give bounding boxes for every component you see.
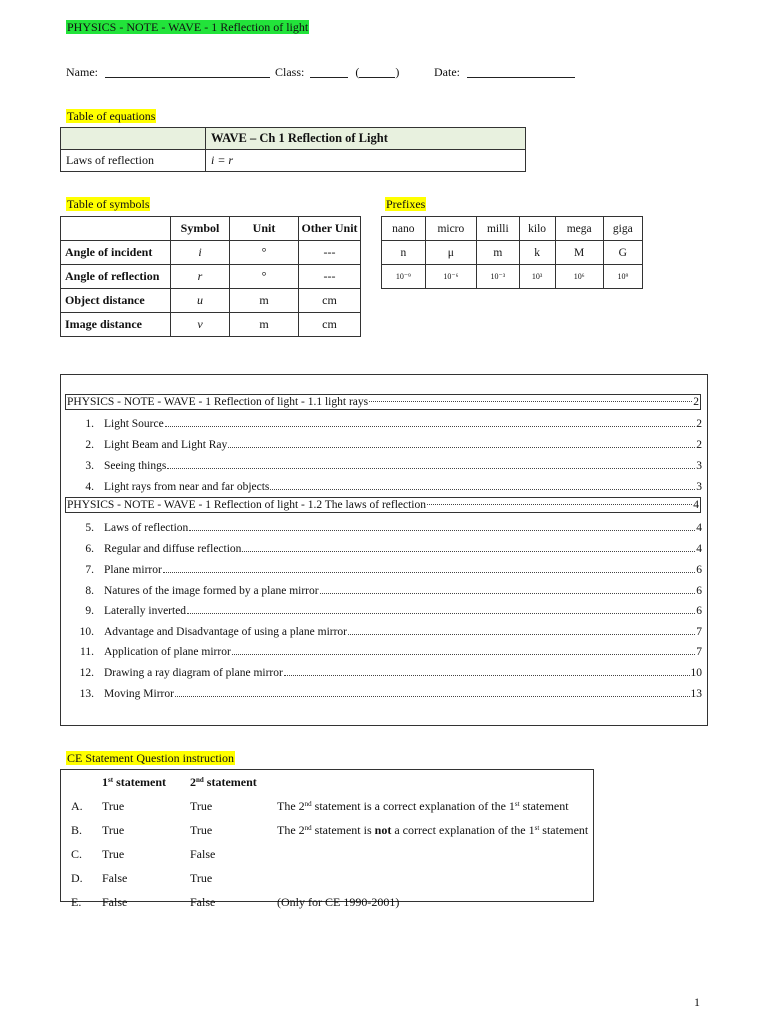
toc-page-number: 4	[696, 522, 702, 534]
class-number-open-paren: (	[355, 65, 360, 79]
prefix-name: mega	[555, 217, 603, 241]
symbol-other-unit: cm	[299, 289, 361, 313]
ce-row	[61, 890, 589, 914]
toc-entry-number: 7.	[85, 564, 94, 576]
toc-entry-number: 13.	[79, 688, 94, 700]
ce-note	[276, 866, 589, 890]
symbol-unit: m	[230, 289, 299, 313]
prefix-power: 10⁻⁹	[382, 265, 426, 289]
toc-leader-dots	[270, 489, 695, 490]
symbol-unit: °	[230, 265, 299, 289]
date-blank[interactable]	[467, 77, 575, 78]
ce-header-blank	[276, 770, 589, 794]
ce-instructions-box	[60, 769, 594, 909]
prefix-symbol: G	[603, 241, 642, 265]
toc-page-number: 6	[696, 564, 702, 576]
toc-leader-dots	[228, 447, 695, 448]
toc-entry[interactable]	[66, 680, 702, 700]
toc-leader-dots	[427, 504, 692, 505]
ce-first-statement: False	[102, 870, 128, 885]
prefix-power: 10³	[519, 265, 555, 289]
ce-row	[61, 842, 589, 866]
toc-entry-number: 1.	[85, 418, 94, 430]
toc-leader-dots	[175, 696, 690, 697]
symbols-caption: Table of symbols	[67, 197, 150, 211]
toc-page-number: 6	[696, 605, 702, 617]
prefix-name: milli	[477, 217, 520, 241]
ce-note	[276, 842, 589, 866]
date-label: Date:	[434, 65, 460, 79]
symbols-col-symbol: Symbol	[171, 217, 230, 241]
ce-first-statement: True	[102, 846, 125, 861]
equations-table	[60, 127, 526, 172]
ce-note: The 2nd statement is not a correct explanation of the 1st statement	[277, 822, 589, 837]
ce-row	[61, 794, 589, 818]
symbol-label: Angle of reflection	[61, 265, 171, 289]
ce-second-statement: False	[190, 846, 216, 861]
toc-entry-text: Moving Mirror	[104, 688, 174, 700]
toc-page-number: 3	[696, 481, 702, 493]
equations-header-blank	[61, 128, 206, 150]
toc-entry-number: 2.	[85, 439, 94, 451]
toc-entry-text: PHYSICS - NOTE - WAVE - 1 Reflection of light - 1.1 light rays	[67, 396, 369, 408]
prefix-name: kilo	[519, 217, 555, 241]
ce-option-letter: E.	[71, 894, 82, 909]
toc-entry-number: 9.	[85, 605, 94, 617]
prefix-name: micro	[425, 217, 476, 241]
toc-entry[interactable]	[66, 597, 702, 617]
class-number-blank[interactable]	[359, 77, 395, 78]
ce-header-row	[61, 770, 589, 794]
name-label: Name:	[66, 65, 98, 79]
toc-entry-text: PHYSICS - NOTE - WAVE - 1 Reflection of light - 1.2 The laws of reflection	[67, 499, 426, 511]
toc-entry-text: Regular and diffuse reflection	[104, 543, 242, 555]
toc-entry[interactable]	[66, 556, 702, 576]
prefix-name: giga	[603, 217, 642, 241]
symbols-row	[61, 289, 361, 313]
toc-leader-dots	[348, 634, 695, 635]
symbols-col-unit: Unit	[230, 217, 299, 241]
ce-second-statement: False	[190, 894, 216, 909]
toc-entry[interactable]	[66, 514, 702, 534]
toc-entry[interactable]	[66, 431, 702, 451]
toc-leader-dots	[167, 468, 695, 469]
toc-page-number: 4	[696, 543, 702, 555]
symbols-header-row	[61, 217, 361, 241]
symbol-other-unit: ---	[299, 241, 361, 265]
equation-label: Laws of reflection	[61, 150, 206, 172]
prefix-symbols-row	[382, 241, 643, 265]
toc-page-number: 3	[696, 460, 702, 472]
prefix-symbol: μ	[425, 241, 476, 265]
toc-entry[interactable]	[66, 618, 702, 638]
prefixes-caption: Prefixes	[386, 197, 426, 211]
toc-entry-number: 10.	[79, 626, 94, 638]
prefix-powers-row	[382, 265, 643, 289]
ce-first-statement: True	[102, 822, 125, 837]
toc-page-number: 4	[693, 499, 699, 511]
symbols-row	[61, 241, 361, 265]
toc-entry-number: 11.	[80, 646, 94, 658]
prefix-symbol: M	[555, 241, 603, 265]
toc-page-number: 2	[696, 439, 702, 451]
page-number: 1	[694, 995, 700, 1009]
symbols-row	[61, 265, 361, 289]
toc-leader-dots	[163, 572, 695, 573]
prefix-power: 10⁶	[555, 265, 603, 289]
ce-option-letter: A.	[71, 798, 83, 813]
class-number-close-paren: )	[395, 65, 400, 79]
toc-leader-dots	[189, 530, 695, 531]
toc-entry-number: 12.	[79, 667, 94, 679]
toc-entry-number: 3.	[85, 460, 94, 472]
toc-section-entry[interactable]	[65, 497, 701, 513]
symbol-label: Image distance	[61, 313, 171, 337]
toc-entry-text: Light Beam and Light Ray	[104, 439, 228, 451]
toc-page-number: 7	[696, 646, 702, 658]
toc-leader-dots	[320, 593, 696, 594]
toc-section-entry[interactable]	[65, 394, 701, 410]
prefix-symbol: k	[519, 241, 555, 265]
toc-leader-dots	[242, 551, 695, 552]
toc-entry-text: Plane mirror	[104, 564, 162, 576]
ce-second-statement: True	[190, 798, 213, 813]
toc-entry[interactable]	[66, 659, 702, 679]
ce-row	[61, 818, 589, 842]
ce-second-statement: True	[190, 870, 213, 885]
page-title: PHYSICS - NOTE - WAVE - 1 Reflection of light	[67, 20, 309, 34]
ce-option-letter: C.	[71, 846, 83, 861]
symbols-table	[60, 216, 361, 337]
toc-entry-number: 6.	[85, 543, 94, 555]
toc-page-number: 10	[690, 667, 702, 679]
equations-caption: Table of equations	[67, 109, 156, 123]
symbols-row	[61, 313, 361, 337]
toc-page-number: 2	[696, 418, 702, 430]
ce-second-statement: True	[190, 822, 213, 837]
toc-entry-text: Advantage and Disadvantage of using a plane mirror	[104, 626, 348, 638]
toc-entry[interactable]	[66, 410, 702, 430]
toc-entry-text: Light Source	[104, 418, 164, 430]
toc-leader-dots	[232, 654, 695, 655]
toc-entry[interactable]	[66, 577, 702, 597]
toc-leader-dots	[284, 675, 690, 676]
equations-header-row	[61, 128, 526, 150]
prefixes-table	[381, 216, 643, 289]
ce-note: The 2nd statement is a correct explanation of the 1st statement	[277, 798, 569, 813]
toc-page-number: 13	[690, 688, 702, 700]
toc-page-number: 2	[693, 396, 699, 408]
ce-first-statement: False	[102, 894, 128, 909]
equations-header-title: WAVE – Ch 1 Reflection of Light	[206, 128, 526, 150]
symbol-value: i	[171, 241, 230, 265]
ce-caption: CE Statement Question instruction	[67, 751, 234, 765]
prefix-power: 10⁻³	[477, 265, 520, 289]
toc-entry-number: 4.	[85, 481, 94, 493]
ce-row	[61, 866, 589, 890]
student-info-line	[66, 65, 399, 80]
date-field	[434, 65, 575, 80]
toc-entry[interactable]	[66, 473, 702, 493]
toc-leader-dots	[165, 426, 696, 427]
toc-leader-dots	[187, 613, 695, 614]
ce-note: (Only for CE 1990-2001)	[277, 894, 400, 909]
symbol-label: Object distance	[61, 289, 171, 313]
toc-entry-number: 5.	[85, 522, 94, 534]
symbols-header-blank	[61, 217, 171, 241]
toc-entry[interactable]	[66, 638, 702, 658]
class-blank[interactable]	[310, 77, 348, 78]
class-label: Class:	[275, 65, 305, 79]
toc-leader-dots	[369, 401, 692, 402]
equations-row	[61, 150, 526, 172]
symbol-value: r	[171, 265, 230, 289]
symbols-col-other-unit: Other Unit	[299, 217, 361, 241]
toc-page-number: 6	[696, 585, 702, 597]
prefix-name: nano	[382, 217, 426, 241]
prefix-names-row	[382, 217, 643, 241]
prefix-symbol: m	[477, 241, 520, 265]
toc-entry-text: Application of plane mirror	[104, 646, 231, 658]
ce-option-letter: D.	[71, 870, 83, 885]
ce-table	[61, 770, 589, 914]
ce-col-second-statement: 2nd statement	[190, 774, 257, 789]
prefix-power: 10⁻⁶	[425, 265, 476, 289]
prefix-symbol: n	[382, 241, 426, 265]
toc-entry-text: Drawing a ray diagram of plane mirror	[104, 667, 283, 679]
symbol-value: v	[171, 313, 230, 337]
name-blank[interactable]	[105, 77, 270, 78]
toc-entry[interactable]	[66, 452, 702, 472]
symbol-other-unit: ---	[299, 265, 361, 289]
symbol-unit: °	[230, 241, 299, 265]
toc-entry-text: Natures of the image formed by a plane mirror	[104, 585, 319, 597]
toc-entry-number: 8.	[85, 585, 94, 597]
ce-first-statement: True	[102, 798, 125, 813]
symbol-value: u	[171, 289, 230, 313]
toc-entry-text: Laterally inverted	[104, 605, 187, 617]
prefix-power: 10⁹	[603, 265, 642, 289]
ce-option-letter: B.	[71, 822, 83, 837]
symbol-unit: m	[230, 313, 299, 337]
ce-col-first-statement: 1st statement	[102, 774, 167, 789]
toc-entry-text: Light rays from near and far objects	[104, 481, 270, 493]
toc-page-number: 7	[696, 626, 702, 638]
ce-header-blank	[61, 770, 101, 794]
equation-value: i = r	[206, 150, 526, 172]
toc-entry[interactable]	[66, 535, 702, 555]
toc-entry-text: Seeing things	[104, 460, 167, 472]
symbol-label: Angle of incident	[61, 241, 171, 265]
symbol-other-unit: cm	[299, 313, 361, 337]
toc-entry-text: Laws of reflection	[104, 522, 189, 534]
